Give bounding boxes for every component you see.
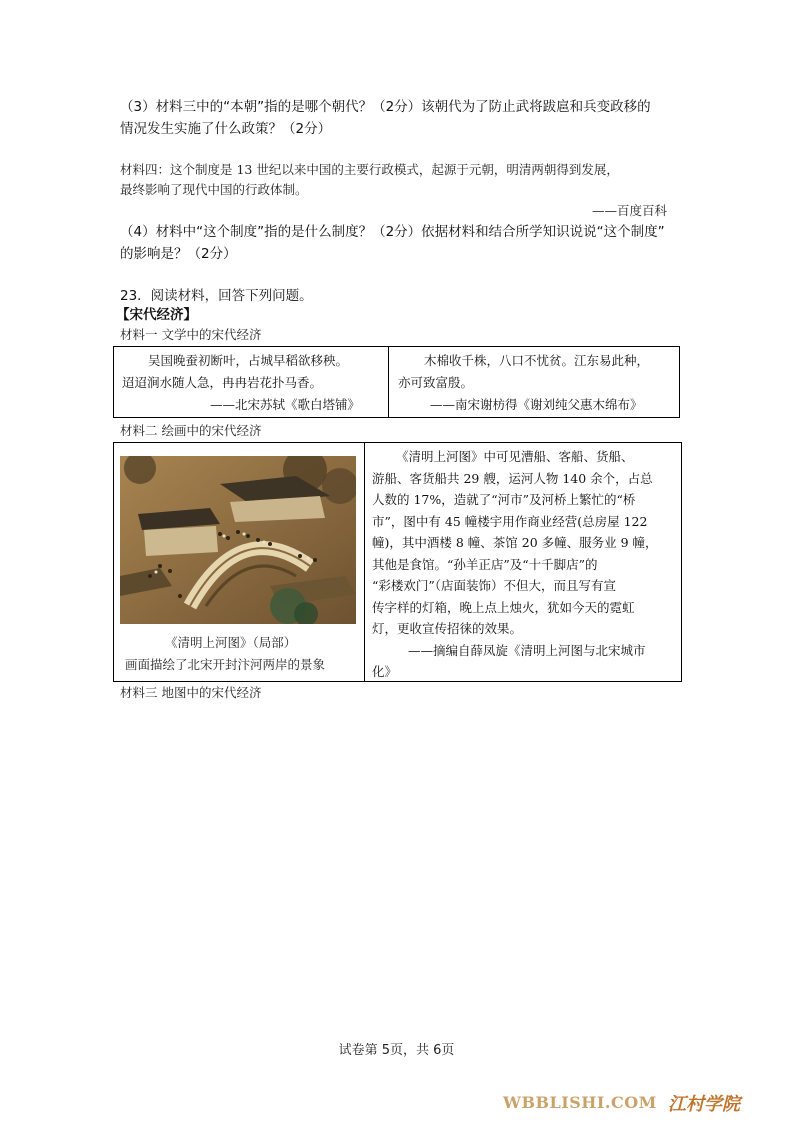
watermark-brand-text: 江村学院	[668, 1094, 740, 1115]
question-3-line1: （3）材料三中的“本朝”指的是哪个朝代？（2分）该朝代为了防止武将跋扈和兵变政移的	[120, 99, 651, 115]
material-2-text-line: 人数的 17%，造就了“河市”及河桥上繁忙的“桥	[372, 492, 636, 507]
painting-caption-desc: 画面描绘了北宋开封汴河两岸的景象	[125, 657, 326, 672]
material-4	[120, 160, 619, 200]
material-1-label: 材料一 文学中的宋代经济	[120, 327, 262, 342]
table-divider	[364, 443, 365, 681]
question-4-line1: （4）材料中“这个制度”指的是什么制度？（2分）依据材料和结合所学知识说说“这个制度”	[120, 224, 665, 240]
poem-xie-line1: 木棉收千株，八口不忧贫。江东易此种，	[424, 353, 650, 368]
material-2-text-line: 《清明上河图》中可见漕船、客船、货船、	[396, 449, 634, 464]
material-2-label: 材料二 绘画中的宋代经济	[120, 423, 262, 438]
question-3	[120, 96, 651, 140]
material-4-line1: 材料四：这个制度是 13 世纪以来中国的主要行政模式，起源于元朝，明清两朝得到发展，	[120, 162, 619, 177]
table-divider	[388, 347, 389, 417]
material-2-source: ——摘编自薛凤旋《清明上河图与北宋城市	[408, 642, 646, 658]
poem-su-shi-source: ——北宋苏轼《歌白塔铺》	[210, 397, 361, 412]
material-2-text	[372, 446, 676, 683]
material-2-text-line: 其他是食馆。“孙羊正店”及“十千脚店”的	[372, 556, 598, 572]
material-2-text-line: 游船、客货船共 29 艘，运河人物 140 余个，占总	[372, 470, 653, 486]
material-2-text-line: 幢)，其中酒楼 8 幢、茶馆 20 多幢、服务业 9 幢，	[372, 535, 658, 550]
material-4-line2: 最终影响了现代中国的行政体制。	[120, 182, 308, 197]
material-2-text-line: 灯，更收宣传招徕的效果。	[372, 621, 523, 636]
question-4-line2: 的影响是？（2分）	[120, 246, 237, 262]
material-2-text-line: 传字样的灯箱，晚上点上烛火，犹如今天的霓虹	[372, 599, 635, 615]
poem-xie-line2: 亦可致富殷。	[398, 375, 474, 390]
poem-su-shi-line2: 迢迢涧水随人急，冉冉岩花扑马香。	[122, 375, 323, 390]
material-1-table	[113, 346, 680, 418]
watermark-domain: WBBLISHI.COM	[503, 1093, 657, 1112]
poem-su-shi-line1: 吴国晚蚕初断叶，占城早稻欲移秧。	[148, 353, 349, 368]
material-2-source-end: 化》	[372, 664, 398, 679]
material-2-text-line: 市”，图中有 45 幢楼宇用作商业经营(总房屋 122	[372, 513, 648, 529]
painting-caption-title: 《清明上河图》（局部）	[165, 635, 297, 650]
question-4	[120, 221, 665, 265]
watermark-brand-logo	[668, 1090, 740, 1116]
qingming-painting-image	[120, 456, 356, 624]
page-footer: 试卷第 5页，共 6页	[338, 1043, 455, 1058]
material-2-text-line: “彩楼欢门”（店面装饰）不但大，而且写有宣	[372, 578, 617, 593]
section-heading: 【宋代经济】	[116, 307, 197, 323]
poem-xie-source: ——南宋谢枋得《谢刘纯父惠木绵布》	[430, 397, 643, 412]
material-3-label: 材料三 地图中的宋代经济	[120, 685, 262, 700]
question-3-line2: 情况发生实施了什么政策？（2分）	[120, 121, 332, 137]
material-4-source: ——百度百科	[592, 203, 668, 218]
question-23-title: 23．阅读材料，回答下列问题。	[120, 288, 313, 304]
